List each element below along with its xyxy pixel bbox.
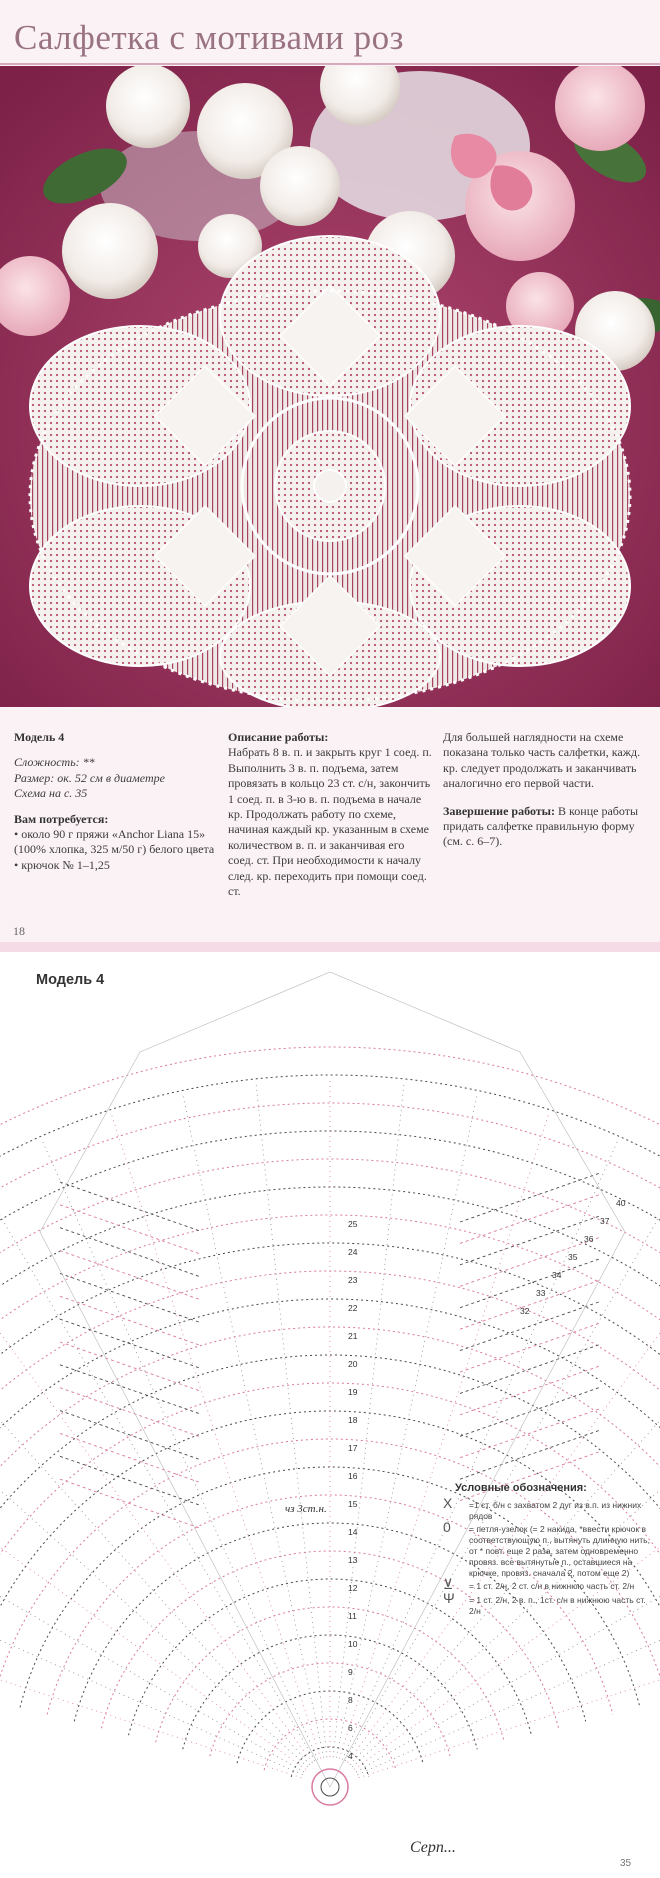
chart-row-number: 22 xyxy=(348,1303,358,1313)
materials-yarn: • около 90 г пряжи «Anchor Liana 15» (100% хлопка, 325 м/50 г) белого цвета xyxy=(14,827,215,857)
chart-stitch-column xyxy=(345,1172,660,1761)
legend-symbol: ⊻ xyxy=(443,1576,454,1593)
chart-row-number: 35 xyxy=(568,1252,578,1262)
chart-panel-row xyxy=(60,1411,200,1460)
legend-symbol: Ψ xyxy=(443,1590,455,1607)
chart-stitch-column xyxy=(0,1213,312,1763)
chart-row-number: 18 xyxy=(348,1415,358,1425)
chart-panel-row xyxy=(460,1344,600,1393)
model-label: Модель 4 xyxy=(14,730,65,744)
size: Размер: ок. 52 см в диаметре xyxy=(14,770,165,785)
chart-row-number: 6 xyxy=(348,1723,353,1733)
title-divider xyxy=(0,63,660,65)
legend-text: =1 ст. б/н с захватом 2 дуг из в.п. из нижних рядов xyxy=(469,1499,642,1521)
chart-stitch-column xyxy=(0,1172,315,1761)
chart-row-number: 40 xyxy=(616,1198,626,1208)
chart-stitch-column xyxy=(0,1312,308,1767)
chart-panel-row xyxy=(460,1237,600,1286)
chart-stitch-column xyxy=(0,1370,306,1770)
chart-panel-row xyxy=(60,1205,200,1254)
page-border xyxy=(0,942,660,952)
chart-stitch-column xyxy=(111,1112,321,1759)
chart-row-arc xyxy=(183,1635,477,1749)
chart-row-number: 13 xyxy=(348,1555,358,1565)
chart-outline xyxy=(40,972,625,1787)
chart-row-number: 19 xyxy=(348,1387,358,1397)
page-number-35: 35 xyxy=(620,1858,632,1869)
chart-row-number: 20 xyxy=(348,1359,358,1369)
chart-stitch-column xyxy=(336,1093,477,1758)
chart-row-number: 9 xyxy=(348,1667,353,1677)
chart-signature: Серп... xyxy=(410,1839,456,1856)
chart-row-number: 37 xyxy=(600,1216,610,1226)
instructions-text: Набрать 8 в. п. и закрыть круг 1 соед. п. Выполнить 3 в. п. подъема, затем провязать в кольцо 23 ст. с/н, закончить 1 соед. п. в 3-ю в. п. подъема в начале кр. Продолжать работу по схеме, начиная каждый кр. указанным в схеме количеством в. п. и заканчивая его соед. ст. При необходимости к началу след. кр. переходить при помощи соед. ст. xyxy=(228,745,432,899)
chart-panel-row xyxy=(60,1319,200,1368)
chart-panel-row xyxy=(460,1387,600,1436)
page-number: 18 xyxy=(13,924,25,938)
chart-stitch-column xyxy=(256,1081,327,1757)
chart-row-number: 12 xyxy=(348,1583,358,1593)
finishing-text: В конце работы придать салфетке правильную форму (см. с. 6–7). xyxy=(443,803,639,849)
legend-title: Условные обозначения: xyxy=(455,1482,587,1494)
legend-symbol: X xyxy=(443,1494,453,1511)
chart-panel-row xyxy=(460,1259,600,1308)
chart-panel-row xyxy=(60,1251,200,1300)
chart-handnote: чз 3ст.н. xyxy=(285,1503,327,1515)
doily-photo-illustration xyxy=(0,66,660,707)
chart-panel-row xyxy=(60,1479,200,1528)
legend-item xyxy=(443,1494,655,1522)
chart-panel-row xyxy=(460,1409,600,1458)
chart-panel-row xyxy=(60,1296,200,1345)
chart-stitch-column xyxy=(0,1568,301,1778)
chart-panel-row xyxy=(460,1323,600,1372)
materials-hook: • крючок № 1–1,25 xyxy=(14,857,110,872)
chart-panel-row xyxy=(60,1342,200,1391)
materials-heading: Вам потребуется: xyxy=(14,811,109,826)
instructions-heading: Описание работы: xyxy=(228,730,329,744)
legend-text: = 1 ст. 2/н, 2 ст. с/н в нижнюю часть ст. 2/н xyxy=(469,1581,635,1592)
chart-row-number: 33 xyxy=(536,1288,546,1298)
chart-row-number: 4 xyxy=(348,1751,353,1761)
chart-row-number: 32 xyxy=(520,1306,530,1316)
chart-model-label: Модель 4 xyxy=(36,972,105,988)
chart-row-number: 10 xyxy=(348,1639,358,1649)
doily-photo xyxy=(0,66,660,707)
legend-symbol: 0 xyxy=(443,1519,451,1536)
chart-note: Для большей наглядности на схеме показана только часть салфетки, кажд. кр. следует продолжать и заканчивать аналогично его первой части. xyxy=(443,730,641,791)
chart-stitch-column xyxy=(339,1112,549,1759)
legend-text: = петля-узелок (= 2 накида, *ввести крючок в соответствующую п., вытянуть длинную нить, от * повт. еще 2 раза, затем одновременно провяз. все вытянутые п., оставшиеся на крючке, провяз. сначала 2, потом еще 2) xyxy=(469,1524,650,1578)
chart-stitch-column xyxy=(342,1138,619,1759)
legend-item xyxy=(443,1519,655,1578)
chart-stitch-column xyxy=(182,1093,323,1758)
chart-panel-row xyxy=(460,1216,600,1265)
chart-row-number: 11 xyxy=(348,1611,357,1621)
chart-row-number: 34 xyxy=(552,1270,562,1280)
scheme-ref: Схема на с. 35 xyxy=(14,786,88,801)
chart-stitch-column xyxy=(0,1498,303,1775)
instructions-column xyxy=(228,730,433,899)
legend-text: = 1 ст. 2/н, 2 в. п., 1ст. с/н в нижнюю часть ст. 2/н xyxy=(469,1595,646,1616)
chart-row-number: 23 xyxy=(348,1275,358,1285)
chart-panel-row xyxy=(460,1194,600,1243)
chart-stitch-column xyxy=(0,1432,304,1772)
page-title: Салфетка с мотивами роз xyxy=(14,18,404,57)
chart-row-number: 16 xyxy=(348,1471,358,1481)
chart-row-number: 25 xyxy=(348,1219,358,1229)
chart-stitch-column xyxy=(333,1081,404,1757)
crochet-chart xyxy=(0,952,660,1878)
chart-row-number: 17 xyxy=(348,1443,358,1453)
chart-row-number: 8 xyxy=(348,1695,353,1705)
magazine-page-35 xyxy=(0,952,660,1878)
chart-panel-row xyxy=(460,1173,600,1222)
chart-panel-row xyxy=(60,1273,200,1322)
chart-stitch-column xyxy=(0,1259,310,1764)
chart-row-number: 24 xyxy=(348,1247,358,1257)
chart-panel-row xyxy=(460,1366,600,1415)
complexity: Сложность: ** xyxy=(14,755,95,770)
chart-row-number: 36 xyxy=(584,1234,594,1244)
chart-panel-row xyxy=(460,1302,600,1351)
chart-panel-row xyxy=(60,1388,200,1437)
chart-stitch-column xyxy=(41,1138,318,1759)
finishing-heading: Завершение работы: xyxy=(443,803,556,818)
details-column xyxy=(14,730,219,873)
legend-item xyxy=(443,1576,655,1593)
chart-row-number: 21 xyxy=(348,1331,358,1341)
chart-panel-row xyxy=(460,1280,600,1329)
chart-legend xyxy=(443,1482,655,1620)
legend-item xyxy=(443,1590,655,1617)
chart-row-number: 15 xyxy=(348,1499,358,1509)
chart-row-number: 14 xyxy=(348,1527,358,1537)
chart-panel-row xyxy=(60,1182,200,1231)
chart-panel-row xyxy=(60,1433,200,1482)
chart-panel-row xyxy=(460,1430,600,1479)
finishing-column xyxy=(443,730,648,850)
